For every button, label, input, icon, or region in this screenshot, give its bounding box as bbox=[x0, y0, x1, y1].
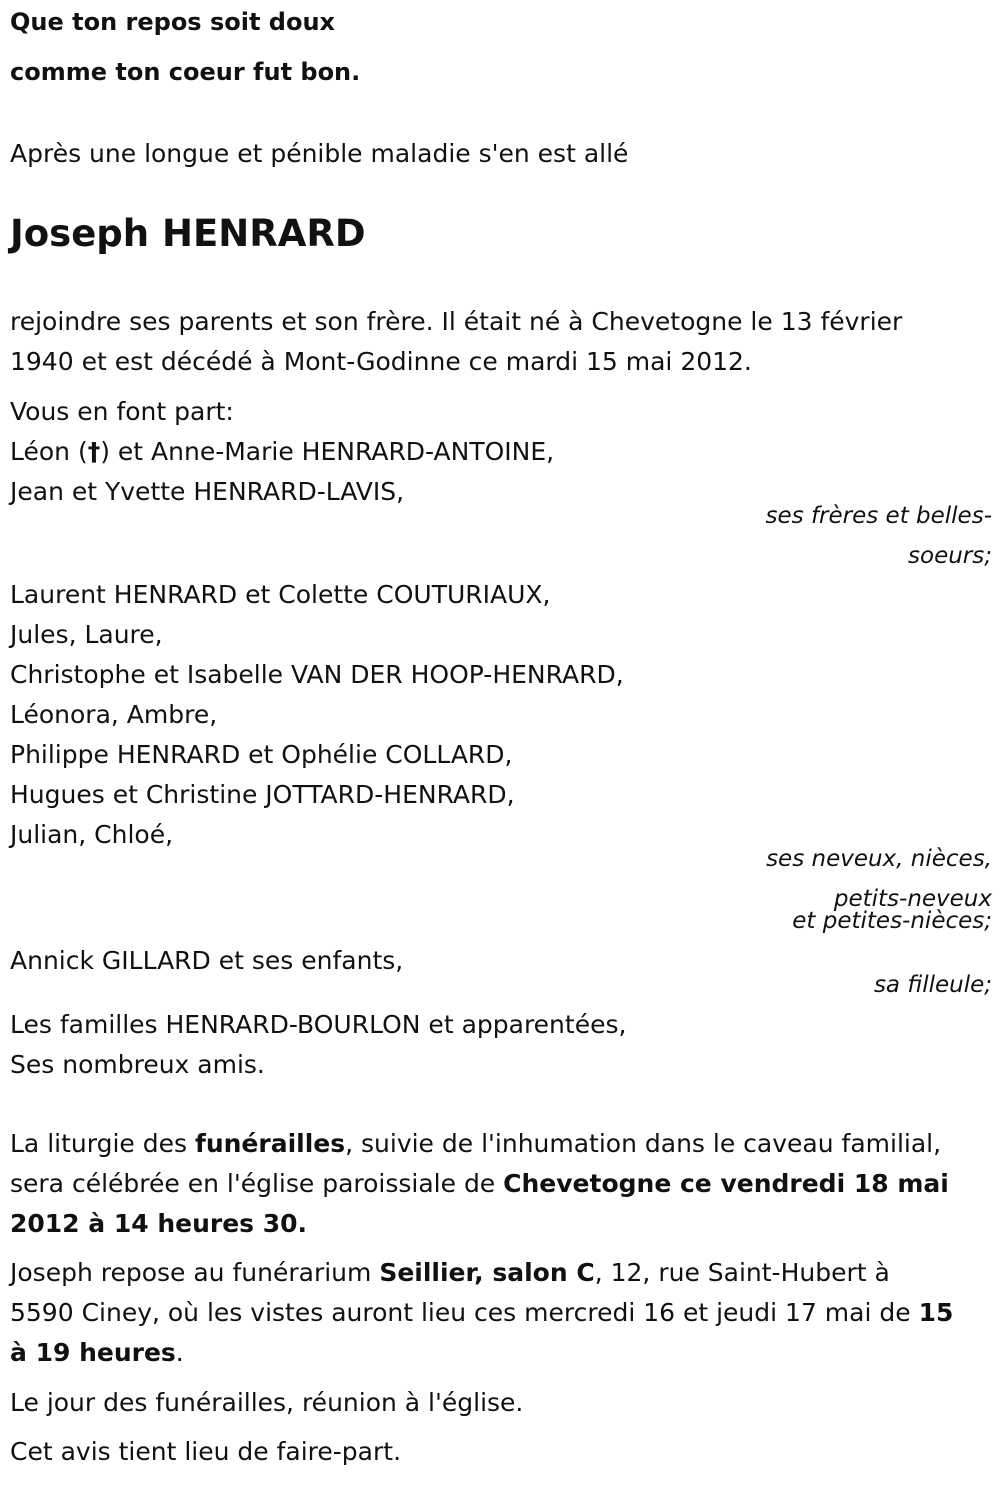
sibling-line-1-b: ) et Anne-Marie HENRARD-ANTOINE, bbox=[100, 437, 555, 466]
rests-text: Joseph repose au funérarium bbox=[10, 1258, 380, 1287]
rests-line-1 bbox=[10, 1258, 890, 1288]
liturgy-line-2 bbox=[10, 1169, 949, 1199]
liturgy-text: La liturgie des bbox=[10, 1129, 195, 1158]
bio-line-1: rejoindre ses parents et son frère. Il était né à Chevetogne le 13 février bbox=[10, 307, 903, 336]
liturgy-bold: funérailles bbox=[194, 1129, 346, 1158]
goddaughter-role: sa filleule; bbox=[873, 972, 992, 998]
liturgy-line-1 bbox=[10, 1129, 941, 1159]
nephew-line: Philippe HENRARD et Ophélie COLLARD, bbox=[10, 740, 513, 769]
verse-line-1: Que ton repos soit doux bbox=[10, 8, 336, 36]
families-line: Les familles HENRARD-BOURLON et apparentées, bbox=[10, 1010, 627, 1039]
rests-line-3 bbox=[10, 1338, 184, 1368]
rests-text: , 12, rue Saint-Hubert à bbox=[594, 1258, 890, 1287]
siblings-role-2: soeurs; bbox=[908, 543, 992, 569]
liturgy-text: sera célébrée en l'église paroissiale de bbox=[10, 1169, 504, 1198]
nephews-role-2: petits-neveux bbox=[833, 886, 992, 912]
rests-bold: à 19 heures bbox=[10, 1338, 176, 1367]
nephew-line: Hugues et Christine JOTTARD-HENRARD, bbox=[10, 780, 515, 809]
sibling-line-2: Jean et Yvette HENRARD-LAVIS, bbox=[10, 477, 405, 506]
deceased-cross: † bbox=[87, 437, 101, 466]
liturgy-line-3: 2012 à 14 heures 30. bbox=[10, 1209, 308, 1238]
rests-text: . bbox=[175, 1338, 184, 1367]
notice-line: Cet avis tient lieu de faire-part. bbox=[10, 1437, 402, 1466]
announce-intro: Vous en font part: bbox=[10, 397, 234, 426]
bio-line-2: 1940 et est décédé à Mont-Godinne ce mardi 15 mai 2012. bbox=[10, 347, 752, 376]
nephews-role-3: et petites-nièces; bbox=[792, 908, 992, 934]
rests-bold: 15 bbox=[918, 1298, 954, 1327]
liturgy-text: , suivie de l'inhumation dans le caveau familial, bbox=[345, 1129, 942, 1158]
nephew-line: Laurent HENRARD et Colette COUTURIAUX, bbox=[10, 580, 551, 609]
rests-bold: Seillier, salon C bbox=[379, 1258, 595, 1287]
sibling-line-1 bbox=[10, 437, 554, 467]
rests-text: 5590 Ciney, où les vistes auront lieu ces mercredi 16 et jeudi 17 mai de bbox=[10, 1298, 919, 1327]
goddaughter-line: Annick GILLARD et ses enfants, bbox=[10, 946, 404, 975]
meeting-line: Le jour des funérailles, réunion à l'église. bbox=[10, 1388, 524, 1417]
liturgy-bold: Chevetogne ce vendredi 18 mai bbox=[503, 1169, 949, 1198]
nephew-line: Christophe et Isabelle VAN DER HOOP-HENRARD, bbox=[10, 660, 624, 689]
nephews-role-1: ses neveux, nièces, bbox=[766, 846, 992, 872]
friends-line: Ses nombreux amis. bbox=[10, 1050, 265, 1079]
sibling-line-1-a: Léon ( bbox=[10, 437, 88, 466]
intro-text: Après une longue et pénible maladie s'en est allé bbox=[10, 139, 629, 168]
nephew-line: Léonora, Ambre, bbox=[10, 700, 218, 729]
deceased-name: Joseph HENRARD bbox=[10, 212, 366, 255]
nephew-line: Jules, Laure, bbox=[10, 620, 163, 649]
rests-line-2 bbox=[10, 1298, 953, 1328]
verse-line-2: comme ton coeur fut bon. bbox=[10, 58, 361, 86]
siblings-role-1: ses frères et belles- bbox=[765, 503, 992, 529]
nephew-line: Julian, Chloé, bbox=[10, 820, 174, 849]
